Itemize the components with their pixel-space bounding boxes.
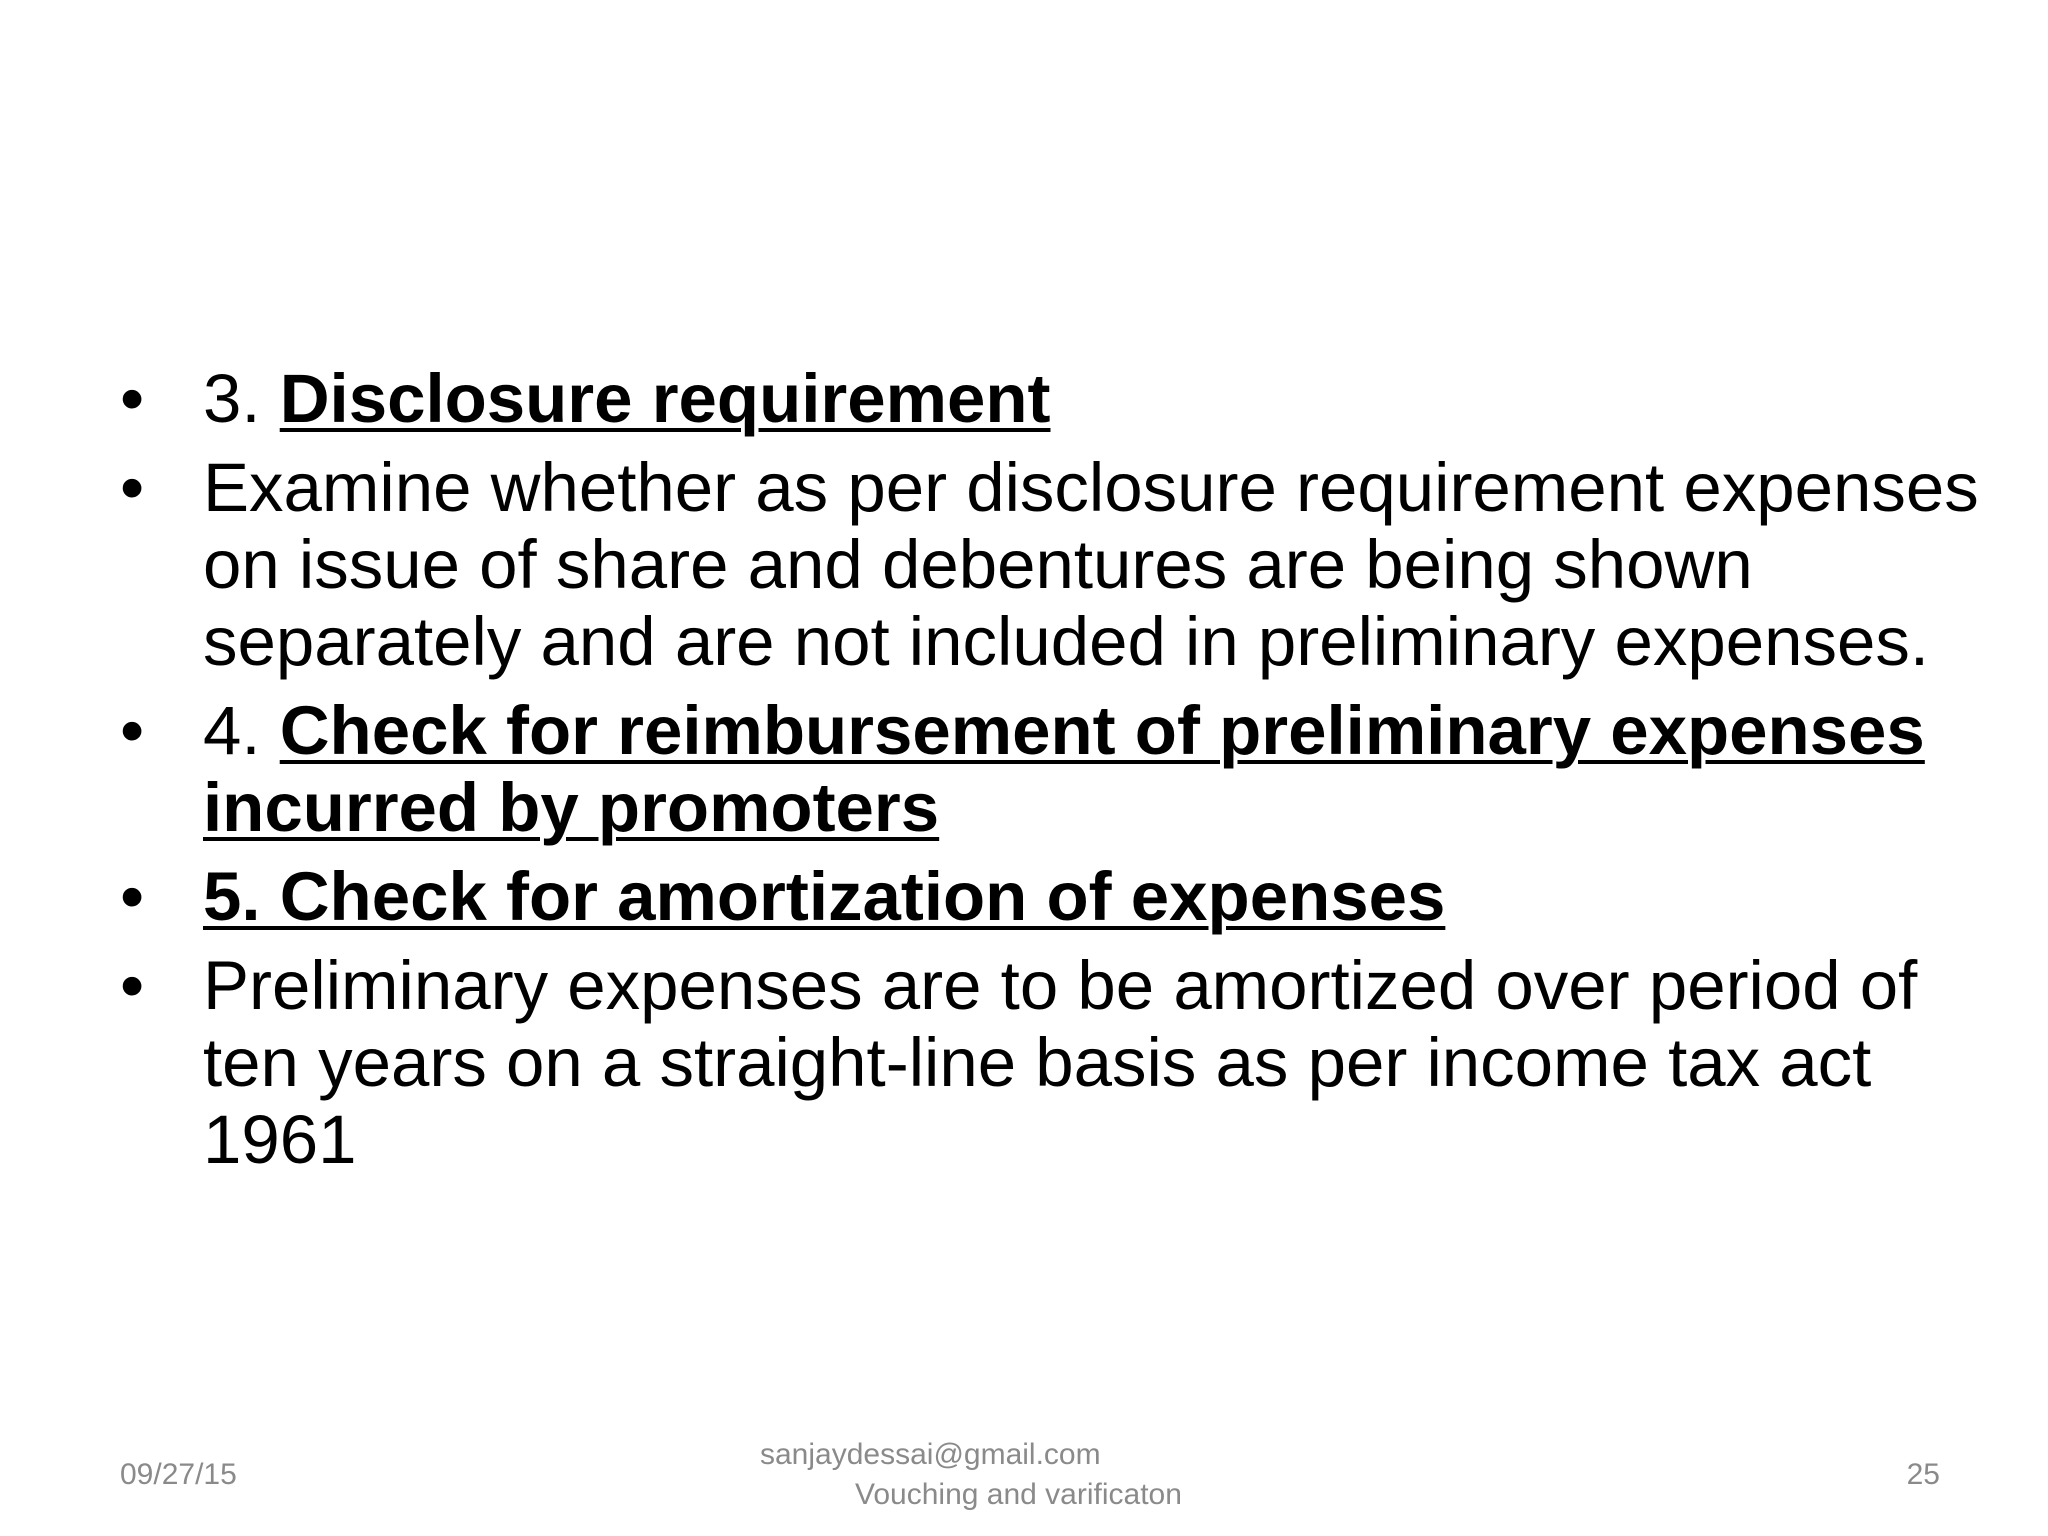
footer-date: 09/27/15 xyxy=(120,1458,237,1491)
bullet-prefix: 4. xyxy=(203,692,280,769)
bullet-item-examine xyxy=(110,449,1990,680)
slide-content xyxy=(110,360,1990,1190)
bullet-text: Preliminary expenses are to be amortized over period of ten years on a straight-line basis as per income tax act 1961 xyxy=(203,947,1918,1178)
slide-number: 25 xyxy=(1906,1458,1940,1491)
bullet-icon: • xyxy=(120,692,145,769)
bullet-icon: • xyxy=(120,360,145,437)
bullet-item-amortization-heading xyxy=(110,858,1990,935)
bullet-text: Examine whether as per disclosure requirement expenses on issue of share and debentures are being shown separately and are not included in preliminary expenses. xyxy=(203,449,1979,680)
bullet-prefix: 3. xyxy=(203,360,280,437)
bullet-item-disclosure xyxy=(110,360,1990,437)
footer-center xyxy=(760,1435,1280,1515)
bullet-heading: 5. Check for amortization of expenses xyxy=(203,858,1446,935)
bullet-icon: • xyxy=(120,449,145,526)
bullet-heading: Check for reimbursement of preliminary expenses incurred by promoters xyxy=(203,692,1925,846)
bullet-icon: • xyxy=(120,858,145,935)
bullet-list xyxy=(110,360,1990,1178)
bullet-item-amortization-text xyxy=(110,947,1990,1178)
footer-subject: Vouching and varificaton xyxy=(855,1478,1182,1511)
bullet-item-reimbursement xyxy=(110,692,1990,846)
footer-email: sanjaydessai@gmail.com xyxy=(760,1438,1101,1471)
bullet-icon: • xyxy=(120,947,145,1024)
bullet-heading: Disclosure requirement xyxy=(279,360,1051,437)
